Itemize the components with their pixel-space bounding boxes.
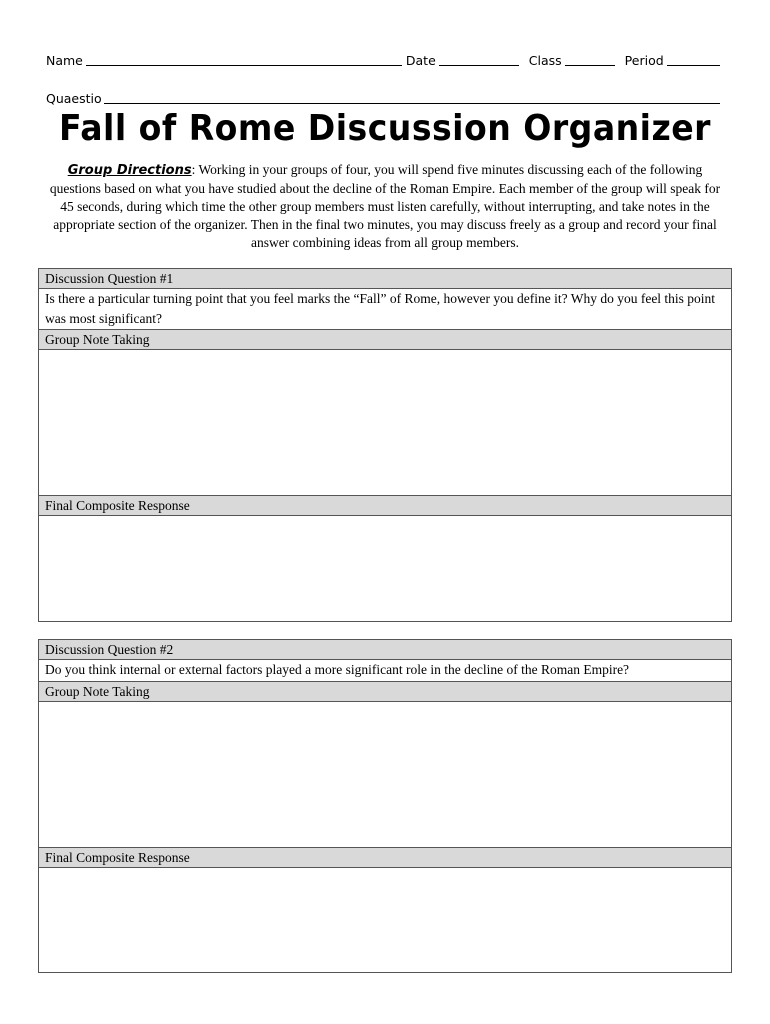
class-label: Class: [528, 53, 562, 68]
period-field[interactable]: [667, 51, 720, 66]
final-response-area[interactable]: [39, 516, 731, 617]
name-label: Name: [46, 53, 83, 68]
notes-label: Group Note Taking: [39, 330, 731, 350]
page-title: Fall of Rome Discussion Organizer: [59, 108, 711, 149]
date-field[interactable]: [439, 51, 519, 66]
notes-area[interactable]: [39, 702, 731, 848]
notes-label: Group Note Taking: [39, 682, 731, 702]
directions-label: Group Directions: [67, 163, 192, 178]
directions-text: : Working in your groups of four, you will spend five minutes discussing each of the following questions based on what you have studied about the decline of the Roman Empire. Each member of the group will speak for 45 seconds, during which time the other group members must listen carefully, without interrupting, and take notes in the appropriate section of the organizer. Then in the final two minutes, you may discuss freely as a group and record your final answer combining ideas from all group members.: [49, 162, 721, 250]
final-response-label: Final Composite Response: [39, 496, 731, 516]
name-field[interactable]: [86, 51, 402, 66]
date-label: Date: [405, 53, 436, 68]
question-text: Do you think internal or external factors played a more significant role in the decline of the Roman Empire?: [39, 660, 731, 682]
period-label: Period: [624, 53, 664, 68]
question-box-1: [38, 268, 732, 622]
question-field[interactable]: [104, 89, 720, 104]
student-info-row: [46, 48, 724, 68]
question-info-row: [46, 86, 724, 106]
final-response-label: Final Composite Response: [39, 848, 731, 868]
class-field[interactable]: [565, 51, 615, 66]
group-directions: [48, 161, 722, 252]
question-heading: Discussion Question #2: [39, 640, 731, 660]
question-text: Is there a particular turning point that you feel marks the “Fall” of Rome, however you define it? Why do you feel this point was most significant?: [39, 289, 731, 330]
final-response-area[interactable]: [39, 868, 731, 968]
notes-area[interactable]: [39, 350, 731, 496]
question-label: Quaestio: [46, 91, 102, 106]
question-heading: Discussion Question #1: [39, 269, 731, 289]
question-box-2: [38, 639, 732, 973]
